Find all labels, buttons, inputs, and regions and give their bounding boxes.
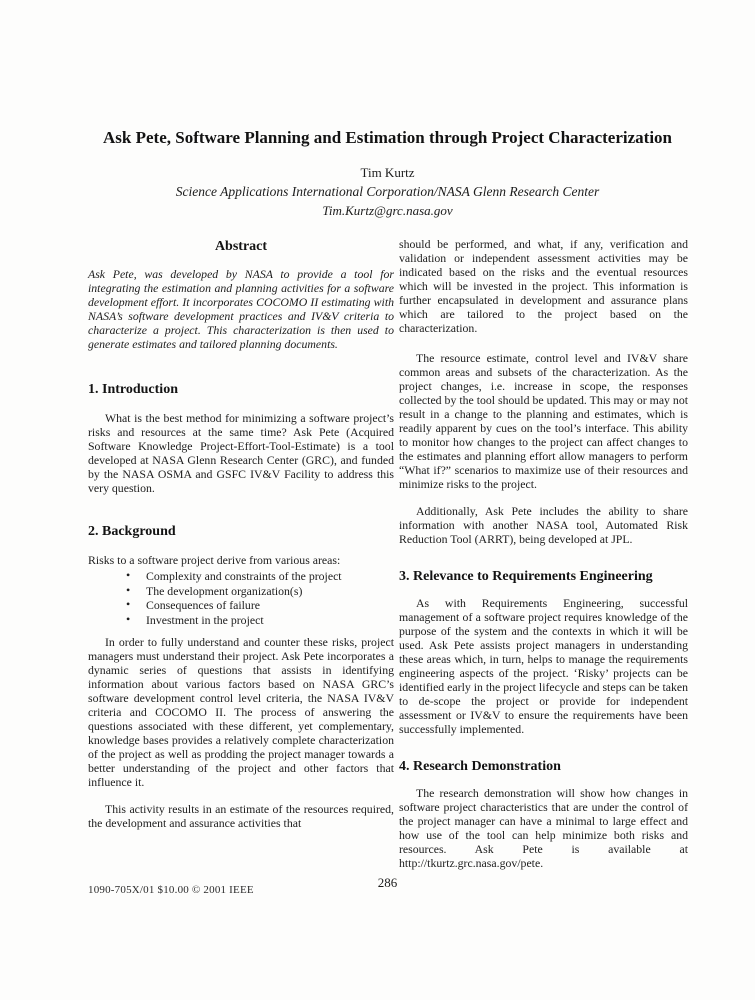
list-item-label: Investment in the project [146, 612, 264, 627]
research-demonstration-paragraph: The research demonstration will show how changes in software project characteristics that are under the control of the project manager can have a minimal to large effect and how use of the tool can help minimize both risks and resources. Ask Pete is available at http://tkurtz.grc.nasa.gov/pete. [399, 786, 688, 870]
list-item [88, 584, 394, 599]
background-lead-paragraph: Risks to a software project derive from various areas: [88, 553, 341, 567]
list-item [88, 598, 394, 613]
left-column [88, 240, 394, 830]
risk-areas-list [88, 569, 394, 627]
section-heading-relevance: 3. Relevance to Requirements Engineering [399, 569, 653, 584]
page-number: 286 [377, 875, 398, 890]
continued-paragraph: should be performed, and what, if any, verification and validation or independent assessment activities may be indicated based on the risks and the eventual resources which will be invested in the project. This information is further encapsulated in development and assurance plans which are tailored to the project based on the characterization. [399, 237, 688, 335]
section-heading-background: 2. Background [88, 524, 176, 539]
page-title: Ask Pete, Software Planning and Estimation through Project Characterization [103, 128, 672, 147]
bullet-icon: • [126, 597, 131, 611]
list-item [88, 569, 394, 584]
resource-estimate-paragraph: The resource estimate, control level and IV&V share common areas and subsets of the characterization. As the project changes, i.e. increase in scope, the responses collected by the tool should be updated. This may or may not result in a change to the planning and estimates, which is readily apparent by cues on the tool’s interface. This ability to monitor how changes to the project can affect changes to the estimates and planning effort allow managers to perform “What if?” scenarios to maximize use of their resources and minimize risks to the project. [399, 351, 688, 491]
bullet-icon: • [126, 568, 131, 582]
arrt-paragraph: Additionally, Ask Pete includes the ability to share information with another NASA tool, Automated Risk Reduction Tool (ARRT), being developed at JPL. [399, 504, 688, 546]
copyright-notice: 1090-705X/01 $10.00 © 2001 IEEE [88, 884, 254, 896]
section-heading-introduction: 1. Introduction [88, 382, 178, 397]
author-affiliation: Science Applications International Corporation/NASA Glenn Research Center [175, 184, 600, 199]
title-block [88, 128, 687, 219]
list-item-label: Complexity and constraints of the project [146, 569, 342, 583]
relevance-paragraph: As with Requirements Engineering, successful management of a software project requires knowledge of the purpose of the system and the contexts in which it will be used. Ask Pete assists project managers in understanding these areas which, in turn, helps to manage the requirements engineering aspects of the project. ‘Risky’ projects can be identified early in the project lifecycle and steps can be taken to de-scope the project or provide for independent assessment or IV&V to ensure the requirements have been successfully implemented. [399, 596, 688, 736]
background-paragraph: In order to fully understand and counter these risks, project managers must understand their project. Ask Pete incorporates a dynamic series of questions that assists in identifying information about various factors based on NASA GRC’s software development control level criteria, the NASA IV&V criteria and COCOMO II. The process of answering the questions associated with these different, yet complementary, knowledge bases provides a relatively complete characterization of the project as well as prodding the project manager towards a better understanding of the project and other factors that influence it. [88, 635, 394, 789]
right-column [399, 237, 688, 870]
abstract-text: Ask Pete, was developed by NASA to provide a tool for integrating the estimation and planning activities for a software development effort. It incorporates COCOMO II estimating with NASA’s software development practices and IV&V criteria to characterize a project. This characterization is then used to generate estimates and tailored planning documents. [88, 267, 394, 351]
author-name: Tim Kurtz [360, 165, 415, 180]
list-item-label: Consequences of failure [146, 598, 260, 612]
list-item-label: The development organization(s) [146, 583, 303, 598]
author-email: Tim.Kurtz@grc.nasa.gov [322, 203, 453, 218]
section-heading-research-demonstration: 4. Research Demonstration [399, 759, 561, 774]
abstract-heading: Abstract [214, 239, 268, 254]
list-item [88, 613, 394, 628]
bullet-icon: • [126, 582, 131, 597]
bullet-icon: • [126, 611, 131, 626]
introduction-paragraph: What is the best method for minimizing a software project’s risks and resources at the same time? Ask Pete (Acquired Software Knowledge Project-Effort-Tool-Estimate) is a tool developed at NASA Glenn Research Center (GRC), and funded by the NASA OSMA and GSFC IV&V Facility to address this very question. [88, 411, 394, 495]
background-paragraph-continued: This activity results in an estimate of the resources required, the development and assurance activities that [88, 802, 394, 830]
